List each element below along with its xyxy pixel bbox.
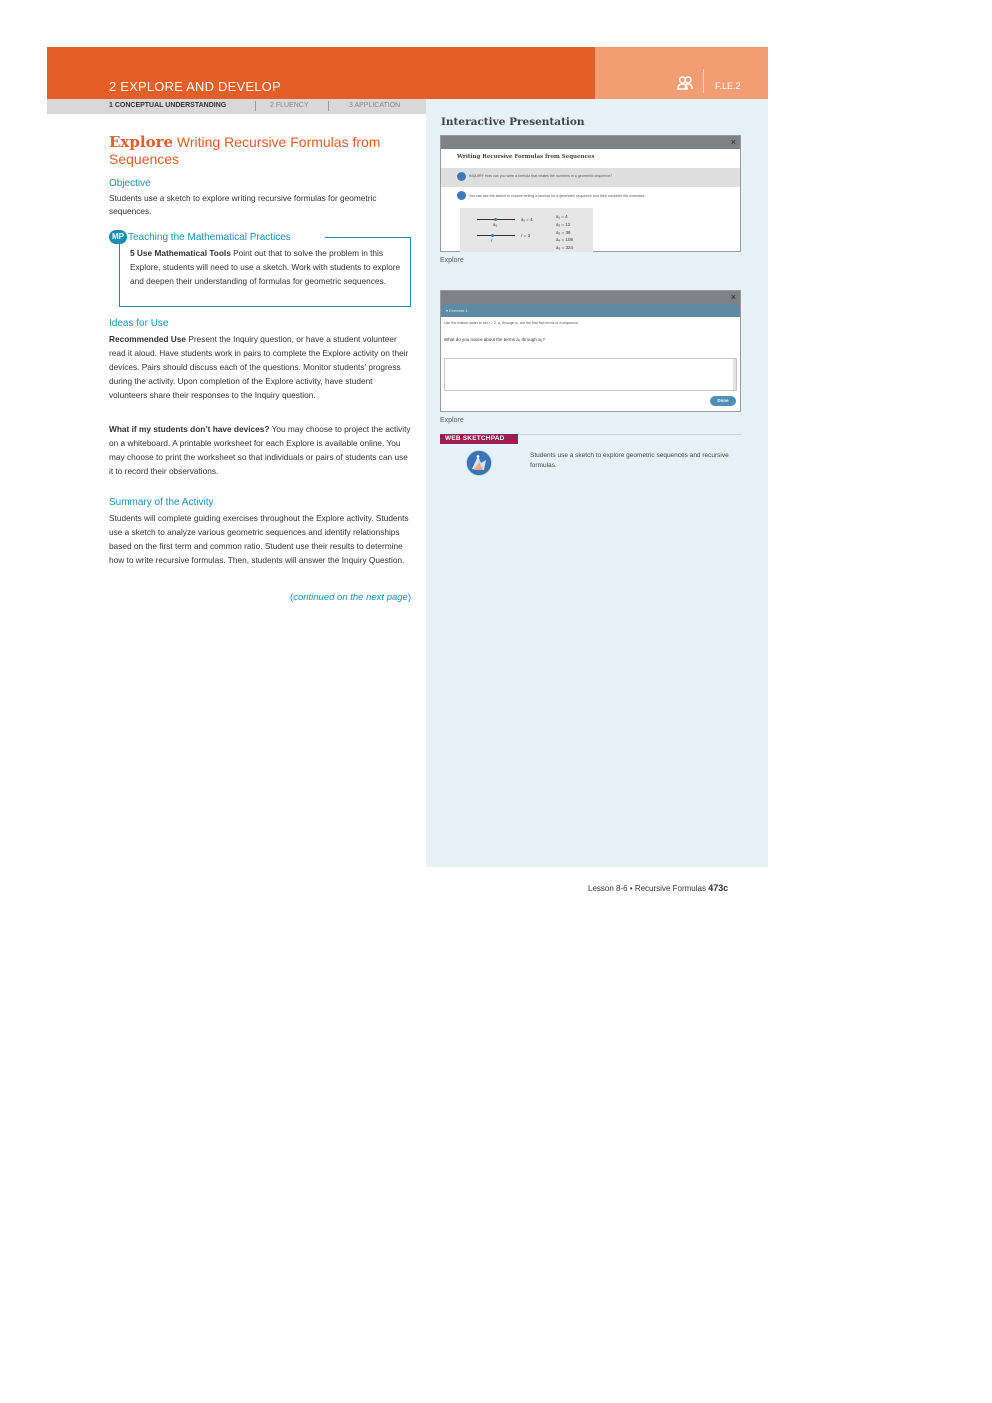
sequence-term: a₂ = 12 (556, 221, 571, 227)
step-icon (457, 191, 466, 200)
explore-title (109, 134, 411, 168)
tab-separator (255, 101, 256, 111)
footer-lesson: Lesson 8-6 • Recursive Formulas (588, 884, 706, 893)
sequence-terms (556, 213, 573, 252)
slider-a1-handle[interactable] (494, 218, 497, 221)
page-footer (588, 883, 728, 893)
mp-heading: Teaching the Mathematical Practices (128, 232, 291, 243)
sequence-term: a₅ = 324 (556, 245, 573, 251)
continued-close: ) (407, 592, 411, 603)
continued-note (109, 592, 411, 603)
web-sketchpad-badge: WEB SKETCHPAD (440, 434, 518, 444)
section-header (47, 47, 595, 99)
page-number: 473c (708, 883, 729, 893)
window-bar (441, 291, 740, 304)
whatif-body-text: You may choose to project the activity on a whiteboard. A printable worksheet for each Explore is available online. You may choose to print the worksheet so that individuals or pairs of students can use it to record their observations. (109, 424, 411, 476)
continued-link: continued on the next page (293, 592, 408, 603)
sequence-term: a₁ = 4 (556, 214, 568, 219)
explore-word: Explore (109, 133, 174, 151)
objective-heading: Objective (109, 178, 151, 189)
answer-input-inner (445, 359, 736, 390)
slider-r-track (477, 235, 515, 236)
tab-conceptual-understanding[interactable]: 1 CONCEPTUAL UNDERSTANDING (109, 102, 227, 109)
tab-fluency[interactable]: 2 FLUENCY (270, 102, 309, 109)
close-icon[interactable]: × (730, 137, 736, 147)
ideas-bold-lead: Recommended Use (109, 334, 187, 344)
summary-heading: Summary of the Activity (109, 497, 214, 508)
done-button[interactable]: Done (710, 396, 736, 406)
header-standards-area (595, 47, 768, 99)
mp-text (130, 246, 402, 288)
exercise-bar[interactable] (441, 304, 740, 317)
tab-separator (328, 101, 329, 111)
window-bar (441, 136, 740, 149)
web-sketchpad-icon (466, 450, 492, 476)
r-value: r = 3 (521, 233, 531, 238)
screenshot-title: Writing Recursive Formulas from Sequences (457, 154, 595, 160)
sketch-area (460, 208, 593, 252)
slider-r-handle[interactable] (491, 234, 494, 237)
a1-value: a₁ = 4 (521, 217, 533, 222)
inquiry-icon (457, 172, 466, 181)
caption-explore-1: Explore (440, 257, 464, 264)
explore-screenshot-1 (440, 135, 741, 252)
tab-strip (47, 99, 426, 114)
whatif-text (109, 422, 411, 478)
continued-open: ( (290, 592, 294, 603)
inquiry-text: INQUIRY How can you write a formula that relates the numbers in a geometric sequence? (469, 174, 613, 178)
step-text: You can use the sketch to explore writing a formula for a geometric sequence and then complete the exercises. (469, 194, 646, 198)
sequence-term: a₄ = 108 (556, 237, 573, 243)
explore-screenshot-2 (440, 290, 741, 412)
slider-a1-label: a₁ (493, 222, 498, 227)
ideas-heading: Ideas for Use (109, 318, 169, 329)
summary-text: Students will complete guiding exercises throughout the Explore activity. Students use a sketch to analyze various geometric sequences and identify relationships based on the first term and common ratio. Student use their results to determine how to write recursive formulas. Then, students will answer the Inquiry Question. (109, 513, 409, 565)
exercise-label: ▾ Exercise 1 (446, 308, 468, 313)
exercise-question: What do you notice about the terms a₁ through a₅? (444, 337, 545, 342)
standard-code: F.LE.2 (715, 81, 741, 91)
explore-title-text: Writing Recursive Formulas from Sequences (109, 134, 381, 167)
close-icon[interactable]: × (730, 292, 736, 302)
mp-bold-lead: 5 Use Mathematical Tools (130, 248, 231, 258)
web-sketchpad-description: Students use a sketch to explore geometric sequences and recursive formulas. (530, 452, 729, 469)
section-title: 2 EXPLORE AND DEVELOP (109, 79, 281, 94)
people-icon (677, 76, 693, 90)
interactive-presentation-heading: Interactive Presentation (441, 116, 585, 128)
ideas-body-text: Present the Inquiry question, or have a student volunteer read it aloud. Have students work in pairs to complete the Explore activity on their devices. Pairs should discuss each of the questions. Monitor students’ progress during the activity. Upon completion of the Explore activity, have student volunteers share their responses to the Inquiry question. (109, 334, 409, 400)
slider-r-label: r (491, 238, 493, 243)
objective-text: Students use a sketch to explore writing recursive formulas for geometric sequences. (109, 193, 377, 216)
inquiry-row (441, 168, 740, 187)
ideas-text (109, 332, 411, 402)
mp-badge-icon: MP (109, 230, 127, 244)
exercise-instruction: Use the bottom slider to set r = 2, a₁ through a₅ are the first five terms of a sequence. (444, 321, 579, 325)
whatif-bold-lead: What if my students don’t have devices? (109, 424, 270, 434)
caption-explore-2: Explore (440, 417, 464, 424)
header-divider (703, 69, 704, 93)
sequence-term: a₃ = 36 (556, 229, 571, 235)
answer-input[interactable] (444, 358, 737, 391)
tab-application[interactable]: 3 APPLICATION (349, 102, 401, 109)
mp-body-text: Point out that to solve the problem in this Explore, students will need to use a sketch. Work with students to explore and deepen their understanding of formulas for geometric sequences. (130, 248, 401, 286)
teacher-notes-column (109, 133, 411, 603)
